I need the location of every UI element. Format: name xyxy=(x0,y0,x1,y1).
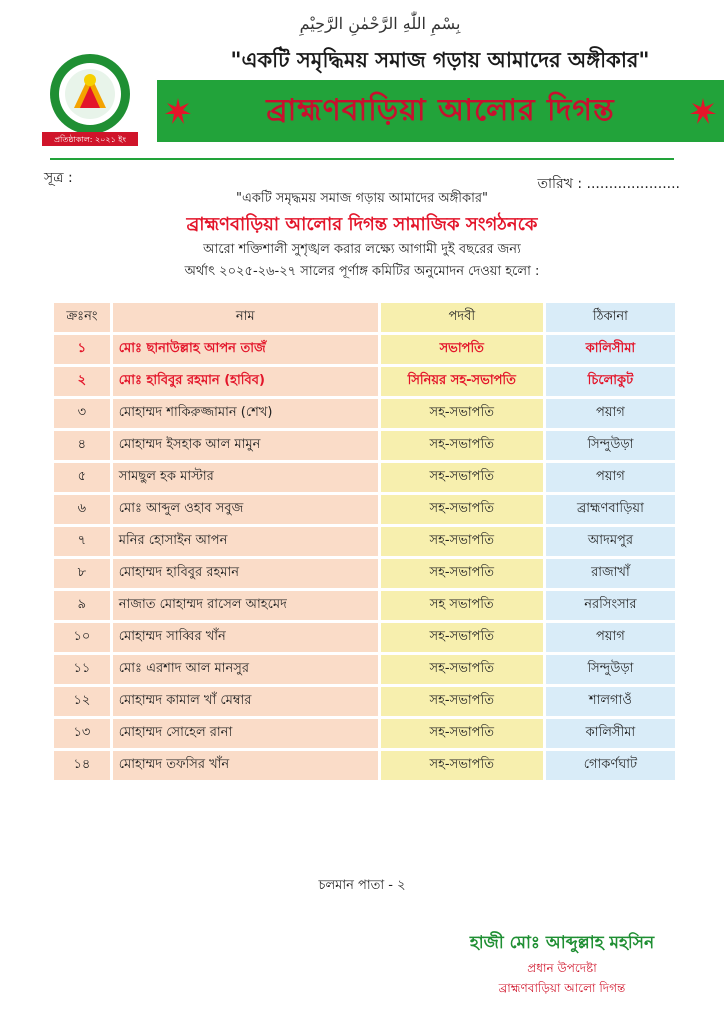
table-row xyxy=(54,719,675,748)
row-serial: ৪ xyxy=(54,431,110,460)
organization-logo xyxy=(30,50,150,150)
organization-title: ব্রাহ্মণবাড়িয়া আলোর দিগন্ত xyxy=(266,92,615,128)
row-address: আদমপুর xyxy=(546,527,675,556)
signatory-name: হাজী মোঃ আব্দুল্লাহ মহসিন xyxy=(469,933,655,953)
title-banner xyxy=(157,80,724,142)
committee-table xyxy=(51,300,678,783)
table-row xyxy=(54,655,675,684)
table-row xyxy=(54,559,675,588)
intro-approval: অর্থাৎ ২০২৫-২৬-২৭ সালের পূর্ণাঙ্গ কমিটির অনুমোদন দেওয়া হলো : xyxy=(184,264,540,279)
row-serial: ৩ xyxy=(54,399,110,428)
header-serial: ক্রঃনং xyxy=(54,303,110,332)
table-row xyxy=(54,527,675,556)
row-name: মোহাম্মদ তফসির খাঁন xyxy=(113,751,378,780)
row-address: চিলোকুট xyxy=(546,367,675,396)
page-continuation: চলমান পাতা - ২ xyxy=(318,878,406,893)
row-serial: ২ xyxy=(54,367,110,396)
header-designation: পদবী xyxy=(381,303,543,332)
right-star-icon xyxy=(690,98,716,124)
row-address: ব্রাহ্মণবাড়িয়া xyxy=(546,495,675,524)
row-name: মোহাম্মদ সাব্বির খাঁন xyxy=(113,623,378,652)
row-designation: সহ-সভাপতি xyxy=(381,431,543,460)
row-serial: ১ xyxy=(54,335,110,364)
intro-motto: "একটি সমৃদ্ধময় সমাজ গড়ায় আমাদের অঙ্গীকার" xyxy=(235,191,489,206)
row-name: মোহাম্মদ সোহেল রানা xyxy=(113,719,378,748)
row-name: মনির হোসাইন আপন xyxy=(113,527,378,556)
row-serial: ১৩ xyxy=(54,719,110,748)
row-designation: সিনিয়র সহ-সভাপতি xyxy=(381,367,543,396)
row-designation: সহ-সভাপতি xyxy=(381,687,543,716)
row-designation: সহ-সভাপতি xyxy=(381,751,543,780)
row-serial: ১১ xyxy=(54,655,110,684)
header-name: নাম xyxy=(113,303,378,332)
row-address: পয়াগ xyxy=(546,463,675,492)
row-name: মোঃ হাবিবুর রহমান (হাবিব) xyxy=(113,367,378,396)
row-name: মোঃ এরশাদ আল মানসুর xyxy=(113,655,378,684)
row-serial: ৭ xyxy=(54,527,110,556)
row-name: মোহাম্মদ হাবিবুর রহমান xyxy=(113,559,378,588)
table-row xyxy=(54,367,675,396)
intro-org-line: ব্রাহ্মণবাড়িয়া আলোর দিগন্ত সামাজিক সংগঠনকে xyxy=(186,214,538,235)
row-designation: সভাপতি xyxy=(381,335,543,364)
row-address: শালগাওঁ xyxy=(546,687,675,716)
row-name: মোঃ আব্দুল ওহাব সবুজ xyxy=(113,495,378,524)
table-row xyxy=(54,495,675,524)
table-row xyxy=(54,399,675,428)
row-designation: সহ-সভাপতি xyxy=(381,559,543,588)
table-row xyxy=(54,751,675,780)
row-address: সিন্দুউড়া xyxy=(546,655,675,684)
row-designation: সহ-সভাপতি xyxy=(381,623,543,652)
row-designation: সহ সভাপতি xyxy=(381,591,543,620)
logo-caption: প্রতিষ্ঠাকাল: ২০২১ ইং xyxy=(54,135,126,144)
signatory-organization: ব্রাহ্মণবাড়িয়া আলো দিগন্ত xyxy=(498,981,626,995)
table-row xyxy=(54,335,675,364)
row-serial: ১০ xyxy=(54,623,110,652)
row-address: রাজাখাঁ xyxy=(546,559,675,588)
table-header-row xyxy=(54,303,675,332)
table-row xyxy=(54,463,675,492)
row-address: কালিসীমা xyxy=(546,719,675,748)
row-designation: সহ-সভাপতি xyxy=(381,527,543,556)
table-row xyxy=(54,687,675,716)
date-label: তারিখ : ..................... xyxy=(537,176,680,192)
row-designation: সহ-সভাপতি xyxy=(381,399,543,428)
table-row xyxy=(54,431,675,460)
header-address: ঠিকানা xyxy=(546,303,675,332)
intro-purpose: আরো শক্তিশালী সুশৃঙ্খল করার লক্ষ্যে আগামী দুই বছরের জন্য xyxy=(203,242,521,257)
row-address: পয়াগ xyxy=(546,399,675,428)
row-designation: সহ-সভাপতি xyxy=(381,463,543,492)
row-serial: ১২ xyxy=(54,687,110,716)
row-name: সামছুল হক মাস্টার xyxy=(113,463,378,492)
table-row xyxy=(54,591,675,620)
row-serial: ৬ xyxy=(54,495,110,524)
row-address: কালিসীমা xyxy=(546,335,675,364)
signature-block xyxy=(452,930,672,1000)
row-designation: সহ-সভাপতি xyxy=(381,719,543,748)
row-name: নাজাত মোহাম্মদ রাসেল আহমেদ xyxy=(113,591,378,620)
reference-label: সূত্র : xyxy=(44,170,73,186)
table-row xyxy=(54,623,675,652)
row-address: সিন্দুউড়া xyxy=(546,431,675,460)
row-serial: ১৪ xyxy=(54,751,110,780)
row-address: গোকর্ণঘাট xyxy=(546,751,675,780)
row-name: মোঃ ছানাউল্লাহ আপন তাজঁ xyxy=(113,335,378,364)
row-designation: সহ-সভাপতি xyxy=(381,655,543,684)
header-divider xyxy=(50,158,674,160)
motto-header: "একটি সমৃদ্ধিময় সমাজ গড়ায় আমাদের অঙ্গীকার" xyxy=(230,48,650,72)
row-designation: সহ-সভাপতি xyxy=(381,495,543,524)
signatory-role: প্রধান উপদেষ্টা xyxy=(527,961,597,975)
row-serial: ৫ xyxy=(54,463,110,492)
row-serial: ৮ xyxy=(54,559,110,588)
row-address: পয়াগ xyxy=(546,623,675,652)
row-serial: ৯ xyxy=(54,591,110,620)
row-name: মোহাম্মদ কামাল খাঁ মেম্বার xyxy=(113,687,378,716)
bismillah-calligraphy: بِسْمِ اللّٰهِ الرَّحْمٰنِ الرَّحِيْمِ xyxy=(299,14,461,33)
row-address: নরসিংসার xyxy=(546,591,675,620)
row-name: মোহাম্মদ ইসহাক আল মামুন xyxy=(113,431,378,460)
row-name: মোহাম্মদ শাকিরুজ্জামান (শেখ) xyxy=(113,399,378,428)
